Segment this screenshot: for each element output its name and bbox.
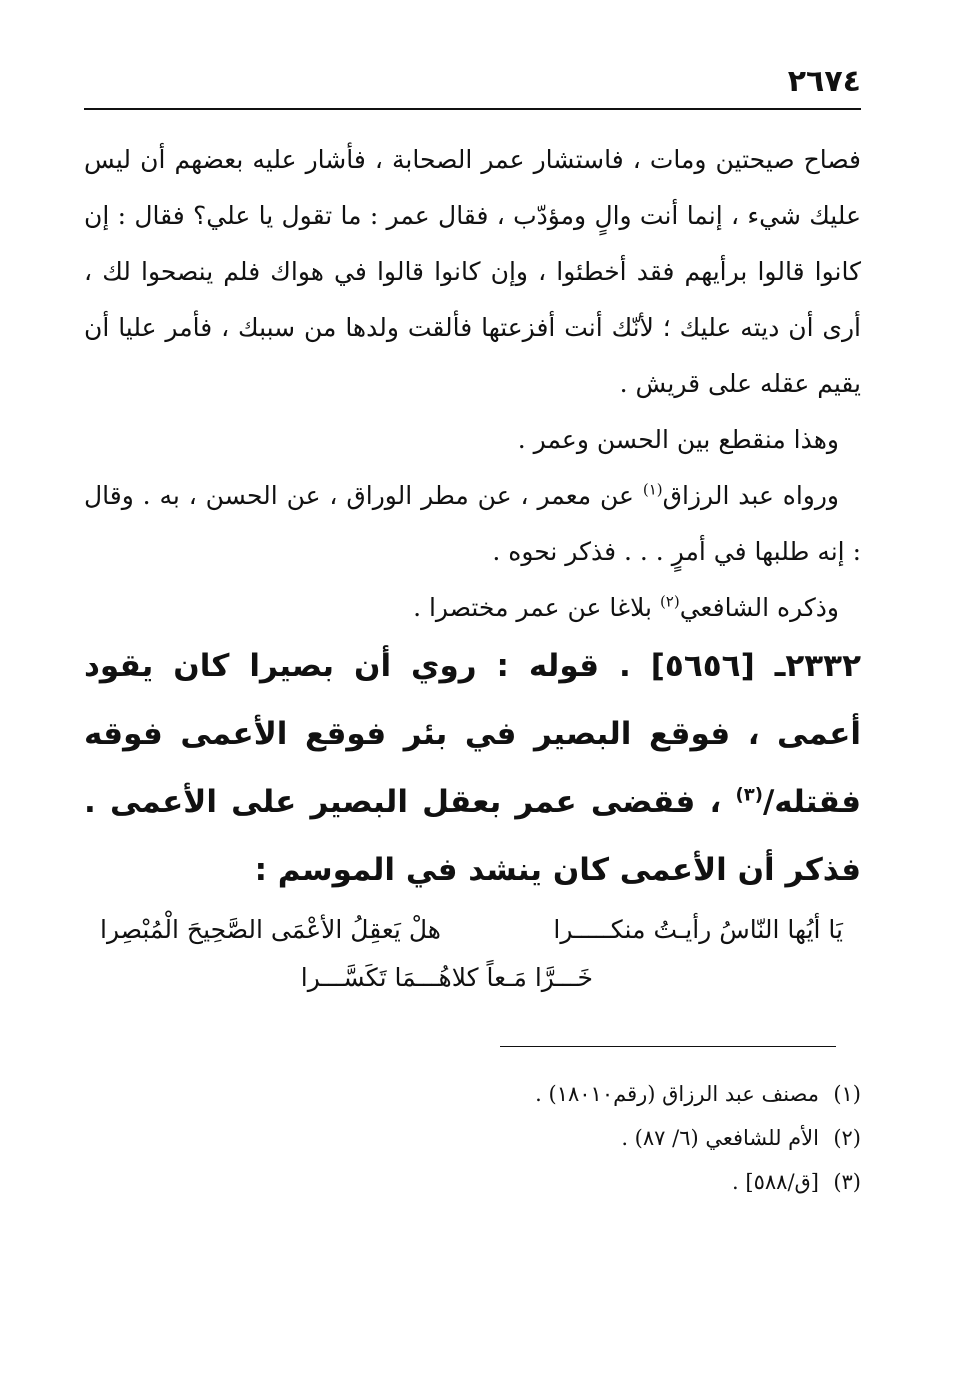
footnote-number: (١) xyxy=(833,1082,861,1106)
footnotes xyxy=(84,1072,861,1204)
paragraph-text: عن معمر ، عن مطر الوراق ، عن الحسن ، به . وقال : إنه طلبها في أمرٍ . . . فذكر نحوه . xyxy=(84,481,861,566)
footnote-number: (٣) xyxy=(833,1170,861,1194)
footnote-number: (٢) xyxy=(833,1126,861,1150)
paragraph xyxy=(84,468,861,580)
footnote xyxy=(84,1072,861,1116)
page-header xyxy=(84,60,861,110)
footnote-reference: (١) xyxy=(642,480,663,499)
footnote-text: [ق/٥٨٨] . xyxy=(732,1170,819,1194)
entry-text: ٢٣٣٢ـ [٥٦٥٦] . قوله : روي أن بصيرا كان يقود أعمى ، فوقع البصير في بئر فوقع الأعمى فوقه فقتله/ xyxy=(84,648,861,820)
paragraph xyxy=(84,580,861,636)
entry-text: ، فقضى عمر بعقل البصير على الأعمى . فذكر أن الأعمى كان ينشد في الموسم : xyxy=(84,784,861,888)
footnote xyxy=(84,1160,861,1204)
footnote-text: الأم للشافعي (٦/ ٨٧) . xyxy=(621,1126,819,1150)
entry-heading xyxy=(84,632,861,904)
verse-hemistich: يَا أيُها النّاسُ رأيـتُ منكـــــرا xyxy=(553,915,843,944)
paragraph: فصاح صيحتين ومات ، فاستشار عمر الصحابة ، فأشار عليه بعضهم أن ليس عليك شيء ، إنما أنت والٍ ومؤدّب ، فقال عمر : ما تقول يا علي؟ فقال : إن كانوا قالوا برأيهم فقد أخطئوا ، وإن كانوا قالوا في هواك فلم ينصحوا لك ، أرى أن ديته عليك ؛ لأنّك أنت أفزعتها فألقت ولدها من سببك ، فأمر عليا أن يقيم عقله على قريش . xyxy=(84,145,861,398)
verse-line xyxy=(100,906,843,954)
paragraph: وهذا منقطع بين الحسن وعمر . xyxy=(517,425,839,454)
footnote-divider xyxy=(500,1046,836,1047)
paragraph-text: بلاغا عن عمر مختصرا . xyxy=(413,593,660,622)
page-number: ٢٦٧٤ xyxy=(787,64,861,99)
paragraph-text: ورواه عبد الرزاق xyxy=(662,481,839,510)
verse-line xyxy=(100,954,843,1002)
footnote-text: مصنف عبد الرزاق (رقم١٨٠١٠) . xyxy=(535,1082,819,1106)
footnote xyxy=(84,1116,861,1160)
paragraph-text: وذكره الشافعي xyxy=(679,593,839,622)
footnote-reference: (٢) xyxy=(659,592,680,611)
body-text xyxy=(84,132,861,636)
verse-hemistich: هلْ يَعقِلُ الأعْمَى الصَّحِيحَ الْمُبْصِرا xyxy=(100,915,441,944)
verse-hemistich: خَـــرَّا مَـعاً كلاهُـــمَا تَكَسَّـــرا xyxy=(300,963,593,992)
poetry-verse xyxy=(100,906,843,1002)
footnote-reference: (٣) xyxy=(735,784,763,806)
